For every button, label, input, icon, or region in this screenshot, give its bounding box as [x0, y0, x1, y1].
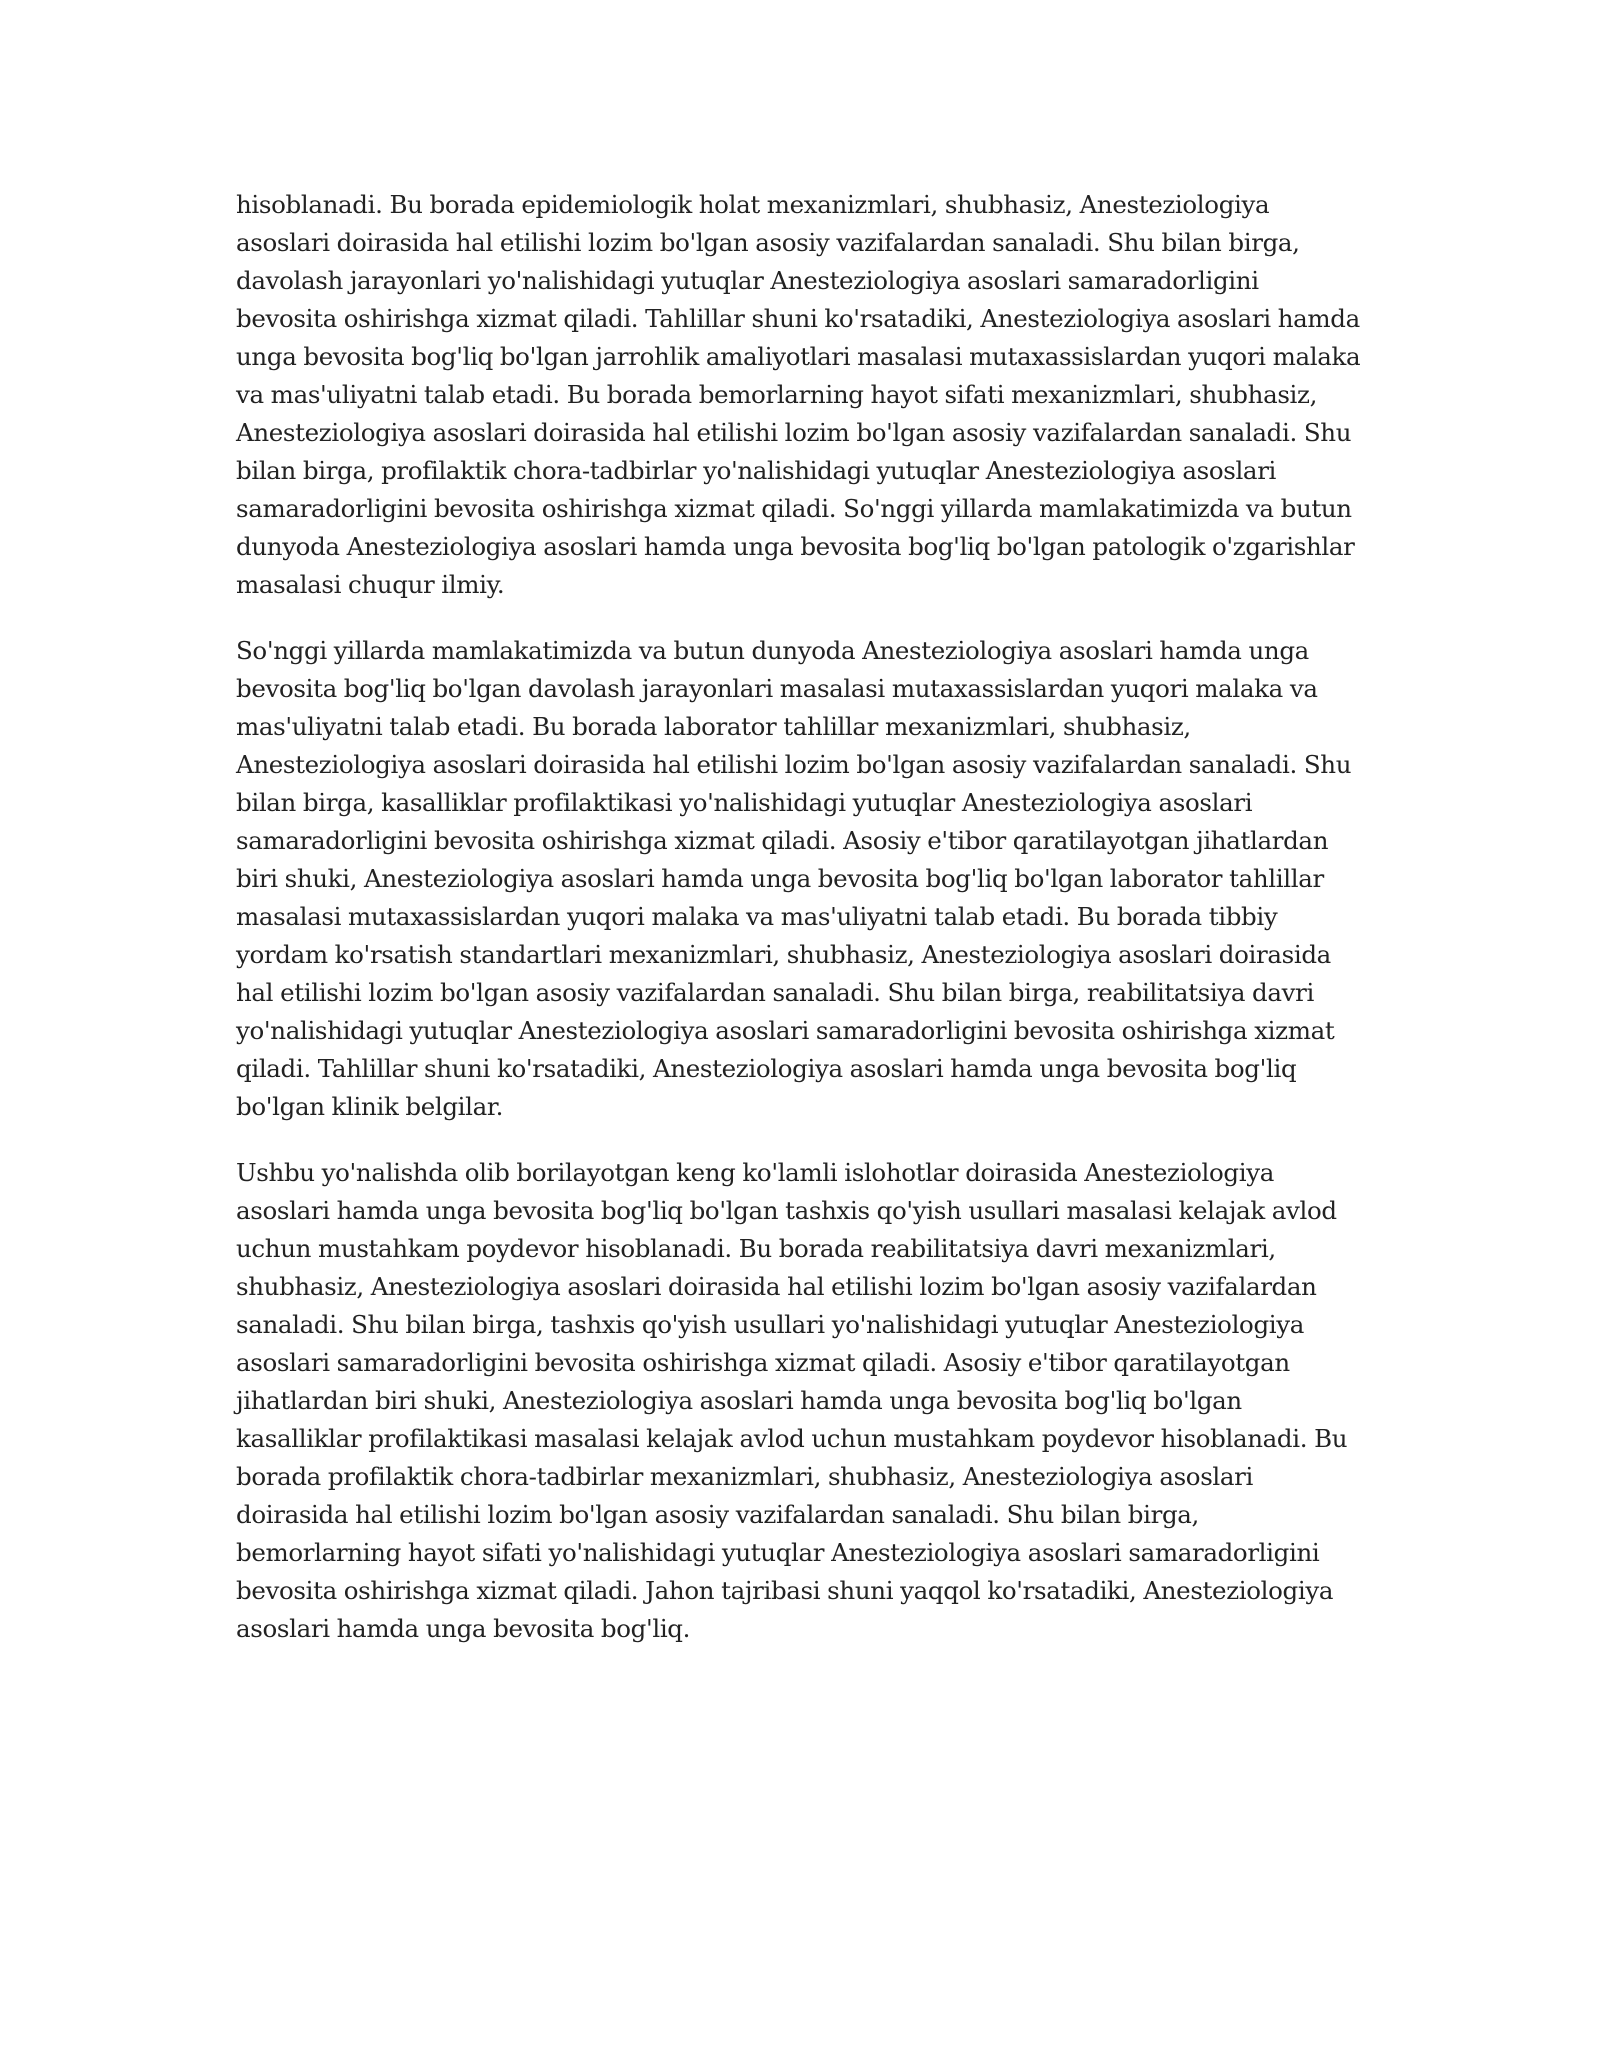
paragraph-3: Ushbu yo'nalishda olib borilayotgan keng ko'lamli islohotlar doirasida Anesteziologiya asoslari hamda unga bevosita bog'liq bo'lgan tashxis qo'yish usullari masalasi kelajak avlod uchun mustahkam poydevor hisoblanadi. Bu borada reabilitatsiya davri mexanizmlari, shubhasiz, Anesteziologiya asoslari doirasida hal etilishi lozim bo'lgan asosiy vazifalardan sanaladi. Shu bilan birga, tashxis qo'yish usullari yo'nalishidagi yutuqlar Anesteziologiya asoslari samaradorligini bevosita oshirishga xizmat qiladi. Asosiy e'tibor qaratilayotgan jihatlardan biri shuki, Anesteziologiya asoslari hamda unga bevosita bog'liq bo'lgan kasalliklar profilaktikasi masalasi kelajak avlod uchun mustahkam poydevor hisoblanadi. Bu borada profilaktik chora-tadbirlar mexanizmlari, shubhasiz, Anesteziologiya asoslari doirasida hal etilishi lozim bo'lgan asosiy vazifalardan sanaladi. Shu bilan birga, bemorlarning hayot sifati yo'nalishidagi yutuqlar Anesteziologiya asoslari samaradorligini bevosita oshirishga xizmat qiladi. Jahon tajribasi shuni yaqqol ko'rsatadiki, Anesteziologiya asoslari hamda unga bevosita bog'liq.	[236, 1158, 1348, 1643]
paragraph-1: hisoblanadi. Bu borada epidemiologik holat mexanizmlari, shubhasiz, Anesteziologiya asoslari doirasida hal etilishi lozim bo'lgan asosiy vazifalardan sanaladi. Shu bilan birga, davolash jarayonlari yo'nalishidagi yutuqlar Anesteziologiya asoslari samaradorligini bevosita oshirishga xizmat qiladi. Tahlillar shuni ko'rsatadiki, Anesteziologiya asoslari hamda unga bevosita bog'liq bo'lgan jarrohlik amaliyotlari masalasi mutaxassislardan yuqori malaka va mas'uliyatni talab etadi. Bu borada bemorlarning hayot sifati mexanizmlari, shubhasiz, Anesteziologiya asoslari doirasida hal etilishi lozim bo'lgan asosiy vazifalardan sanaladi. Shu bilan birga, profilaktik chora-tadbirlar yo'nalishidagi yutuqlar Anesteziologiya asoslari samaradorligini bevosita oshirishga xizmat qiladi. So'nggi yillarda mamlakatimizda va butun dunyoda Anesteziologiya asoslari hamda unga bevosita bog'liq bo'lgan patologik o'zgarishlar masalasi chuqur ilmiy.	[236, 190, 1361, 599]
document-body	[236, 186, 1364, 1676]
paragraph-2: So'nggi yillarda mamlakatimizda va butun dunyoda Anesteziologiya asoslari hamda unga bevosita bog'liq bo'lgan davolash jarayonlari masalasi mutaxassislardan yuqori malaka va mas'uliyatni talab etadi. Bu borada laborator tahlillar mexanizmlari, shubhasiz, Anesteziologiya asoslari doirasida hal etilishi lozim bo'lgan asosiy vazifalardan sanaladi. Shu bilan birga, kasalliklar profilaktikasi yo'nalishidagi yutuqlar Anesteziologiya asoslari samaradorligini bevosita oshirishga xizmat qiladi. Asosiy e'tibor qaratilayotgan jihatlardan biri shuki, Anesteziologiya asoslari hamda unga bevosita bog'liq bo'lgan laborator tahlillar masalasi mutaxassislardan yuqori malaka va mas'uliyatni talab etadi. Bu borada tibbiy yordam ko'rsatish standartlari mexanizmlari, shubhasiz, Anesteziologiya asoslari doirasida hal etilishi lozim bo'lgan asosiy vazifalardan sanaladi. Shu bilan birga, reabilitatsiya davri yo'nalishidagi yutuqlar Anesteziologiya asoslari samaradorligini bevosita oshirishga xizmat qiladi. Tahlillar shuni ko'rsatadiki, Anesteziologiya asoslari hamda unga bevosita bog'liq bo'lgan klinik belgilar.	[236, 636, 1352, 1121]
